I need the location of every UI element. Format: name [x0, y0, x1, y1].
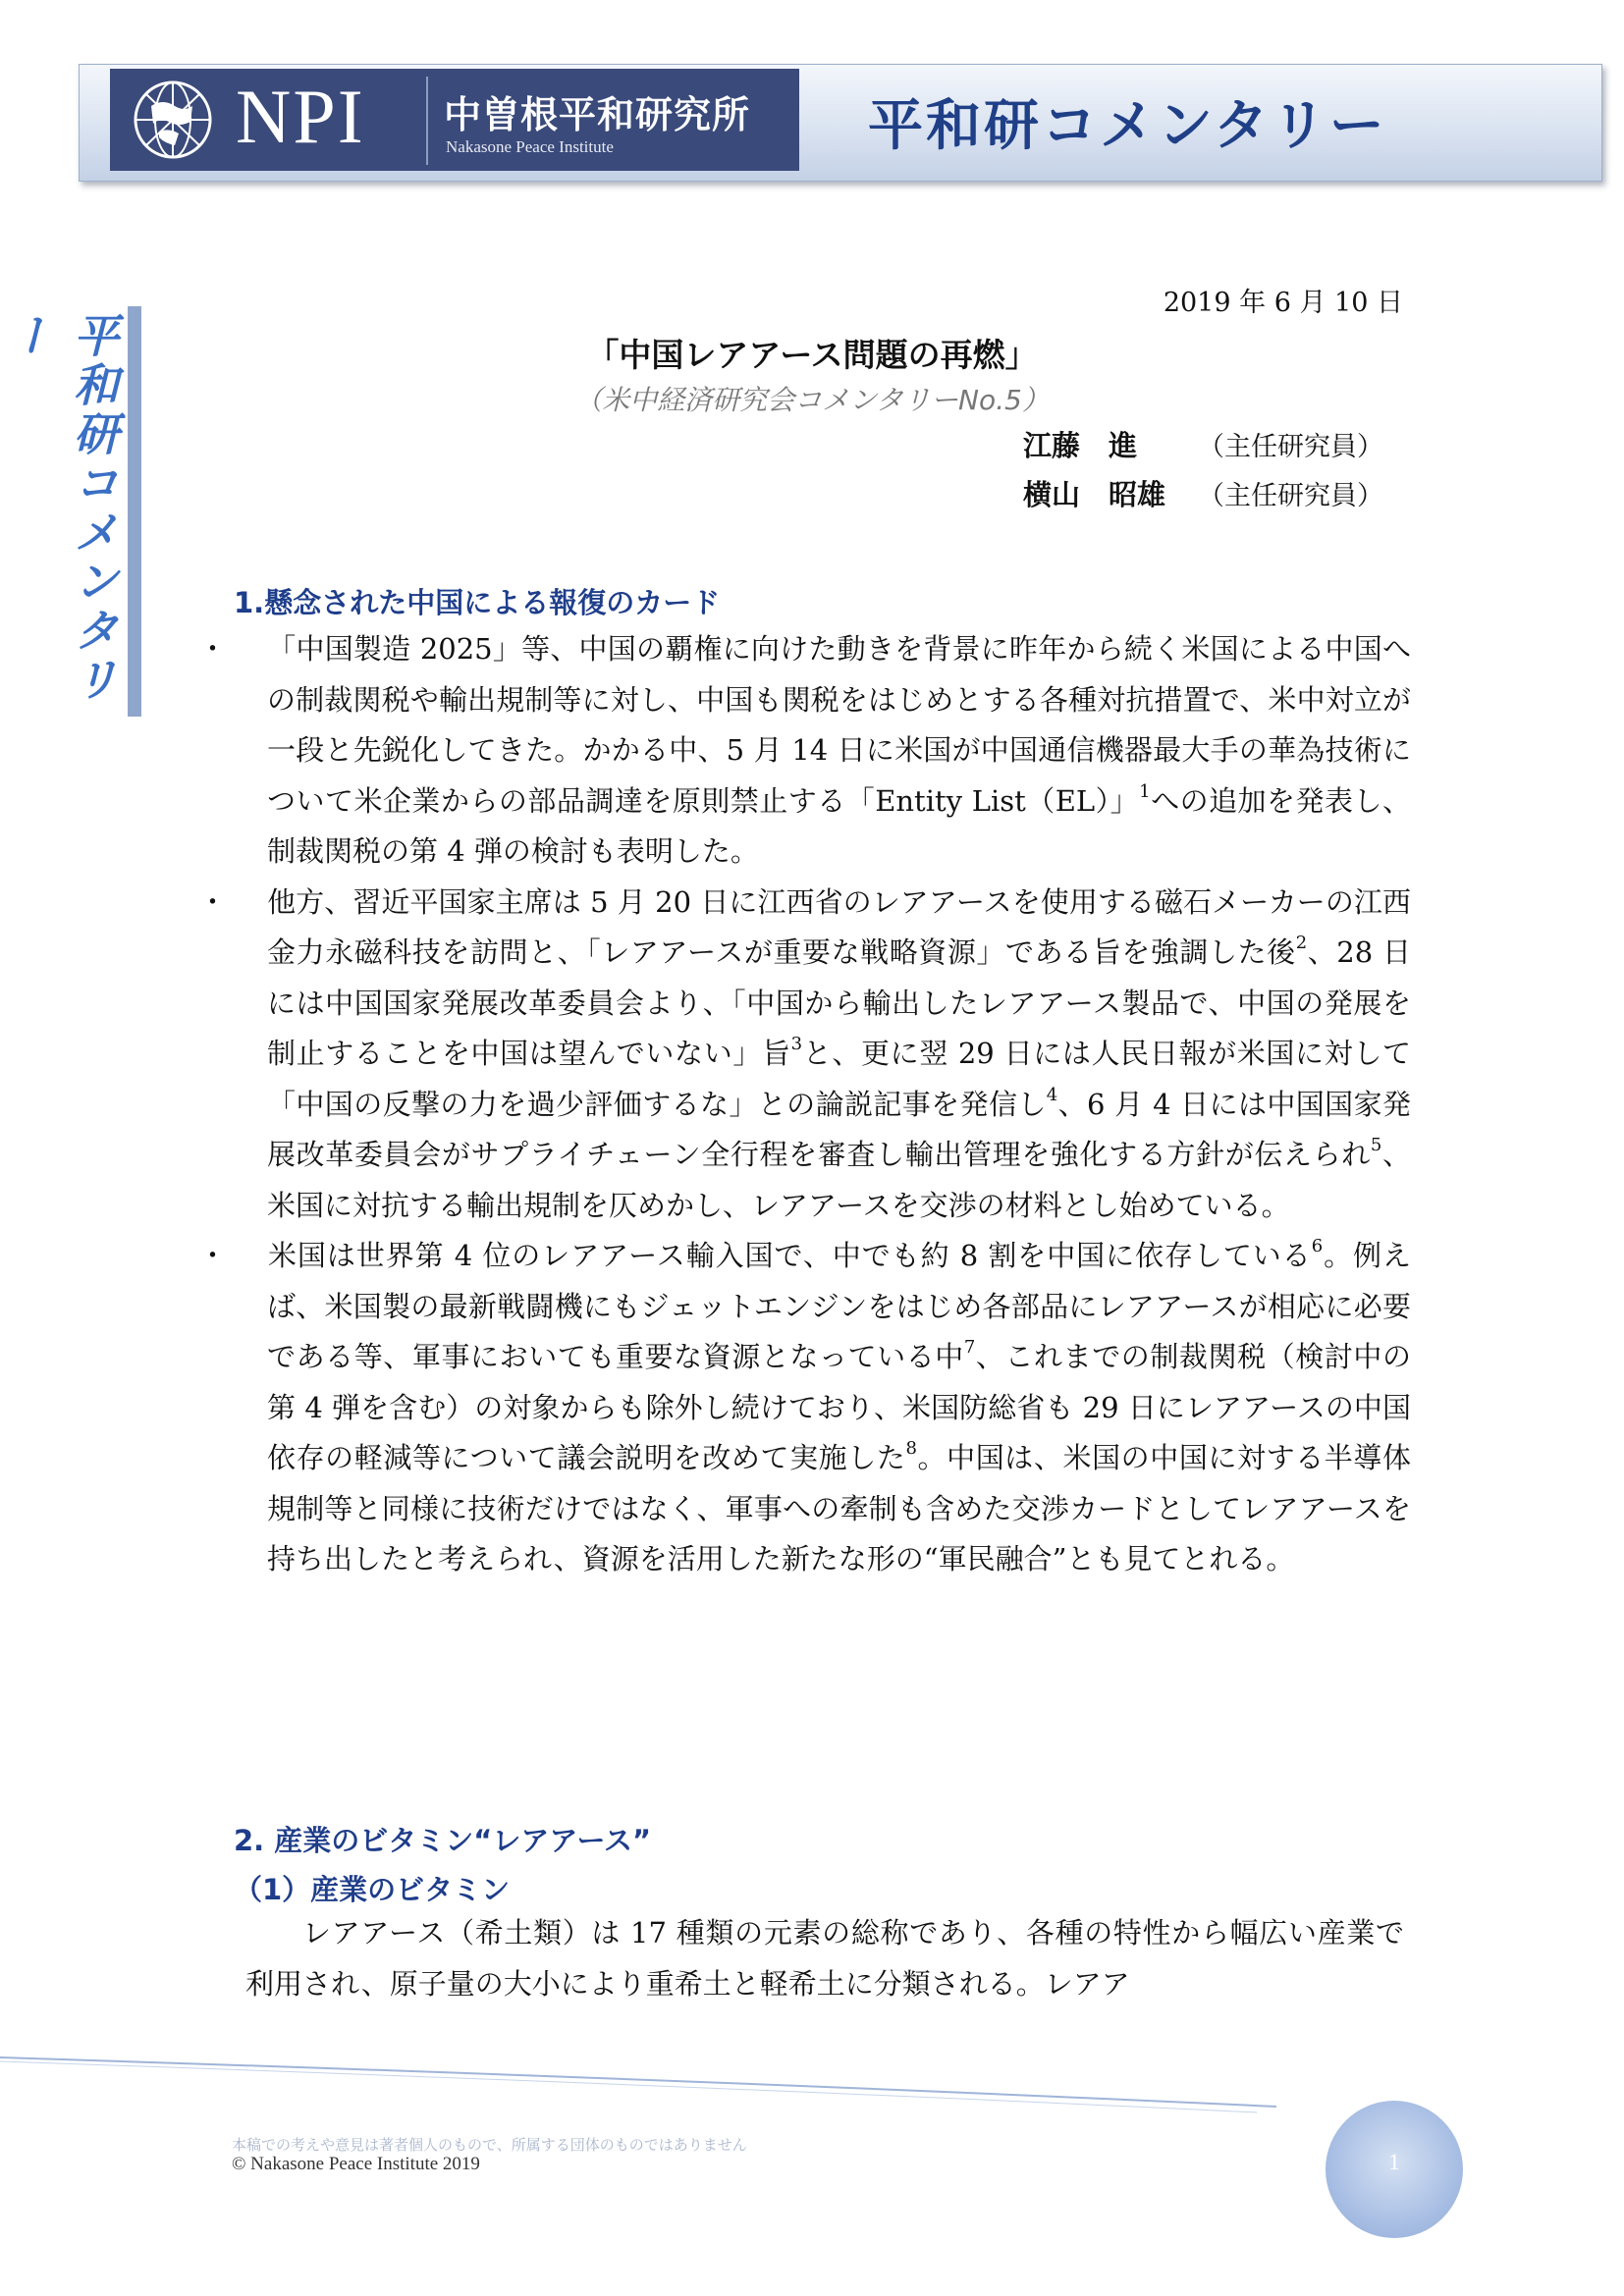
paragraph: レアアース（希土類）は 17 種類の元素の総称であり、各種の特性から幅広い産業で利用され、原子量の大小により重希土と軽希土に分類される。レアア [245, 1916, 1404, 2001]
author-role: （主任研究員） [1198, 481, 1383, 511]
author-name: 横山 昭雄 [1023, 478, 1166, 511]
footnote-ref[interactable]: 2 [1295, 933, 1308, 953]
document-subtitle: （米中経済研究会コメンタリーNo.5） [574, 384, 1050, 416]
author-name: 江藤 進 [1023, 429, 1138, 462]
bullet-paragraph-2: ・ 他方、習近平国家主席は 5 月 20 日に江西省のレアアースを使用する磁石メーカーの江西金力永磁科技を訪問と、「レアアースが重要な戦略資源」である旨を強調した後$^2$、28 日には中国国家発展改革委員会より、「中国から輸出したレアアース製品で、中国の発展を制止することを中国は望んでいない」旨$^3$と、更に翌 29 日には人民日報が米国に対して「中国の反撃の力を過少評価するな」との論説記事を発信し$^4$、6 月 4 日には中国国家発展改革委員会がサプライチェーン全行程を審査し輸出管理を強化する方針が伝えられ$^5$、米国に対抗する輸出規制を仄めかし、レアアースを交渉の材料とし始めている。 [198, 884, 1412, 1222]
publish-date: 2019 年 6 月 10 日 [1163, 288, 1403, 318]
logo-abbr: NPI [236, 74, 365, 159]
section-1-heading: 1.懸念された中国による報復のカード [234, 586, 721, 619]
bullet-paragraph-3: ・ 米国は世界第 4 位のレアアース輸入国で、中でも約 8 割を中国に依存している$^6$。例えば、米国製の最新戦闘機にもジェットエンジンをはじめ各部品にレアアースが相応に必要である等、軍事においても重要な資源となっている中$^7$、これまでの制裁関税（検討中の第 4 弾を含む）の対象からも除外し続けており、米国防総省も 29 日にレアアースの中国依存の軽減等について議会説明を改めて実施した$^8$。中国は、米国の中国に対する半導体規制等と同様に技術だけではなく、軍事への牽制も含めた交渉カードとしてレアアースを持ち出したと考えられ、資源を活用した新たな形の“軍民融合”とも見てとれる。 [198, 1236, 1411, 1575]
section-2-heading: 2. 産業のビタミン“レアアース” [234, 1824, 652, 1857]
section-2-subheading: （1）産業のビタミン [234, 1873, 511, 1906]
footnote-ref[interactable]: 3 [790, 1034, 803, 1054]
series-title: 平和研コメンタリー [868, 94, 1387, 158]
footnote-ref[interactable]: 7 [963, 1337, 976, 1358]
footer-copyright: © Nakasone Peace Institute 2019 [232, 2154, 480, 2174]
footnote-ref[interactable]: 1 [1139, 780, 1151, 802]
footnote-ref[interactable]: 6 [1311, 1236, 1324, 1256]
page-number: 1 [1388, 2150, 1400, 2174]
footer-disclaimer: 本稿での考えや意見は著者個人のもので、所属する団体のものではありません [232, 2136, 747, 2154]
author-role: （主任研究員） [1198, 432, 1383, 462]
side-series-label: 平和研コメンタリー [2, 312, 120, 705]
institute-name-jp: 中曽根平和研究所 [444, 93, 751, 136]
footnote-ref[interactable]: 5 [1370, 1135, 1382, 1155]
footnote-ref[interactable]: 4 [1046, 1084, 1058, 1105]
footnote-ref[interactable]: 8 [905, 1438, 917, 1459]
document-title: 「中国レアアース問題の再燃」 [586, 336, 1038, 374]
institute-name-en: Nakasone Peace Institute [446, 137, 614, 156]
bullet-paragraph-1: ・ 「中国製造 2025」等、中国の覇権に向けた動きを背景に昨年から続く米国による中国への制裁関税や輸出規制等に対し、中国も関税をはじめとする各種対抗措置で、米中対立が一段と先鋭化してきた。かかる中、5 月 14 日に米国が中国通信機器最大手の華為技術について米企業からの部品調達を原則禁止する「Entity List（EL）」$^1$への追加を発表し、制裁関税の第 4 弾の検討も表明した。 [198, 632, 1411, 868]
